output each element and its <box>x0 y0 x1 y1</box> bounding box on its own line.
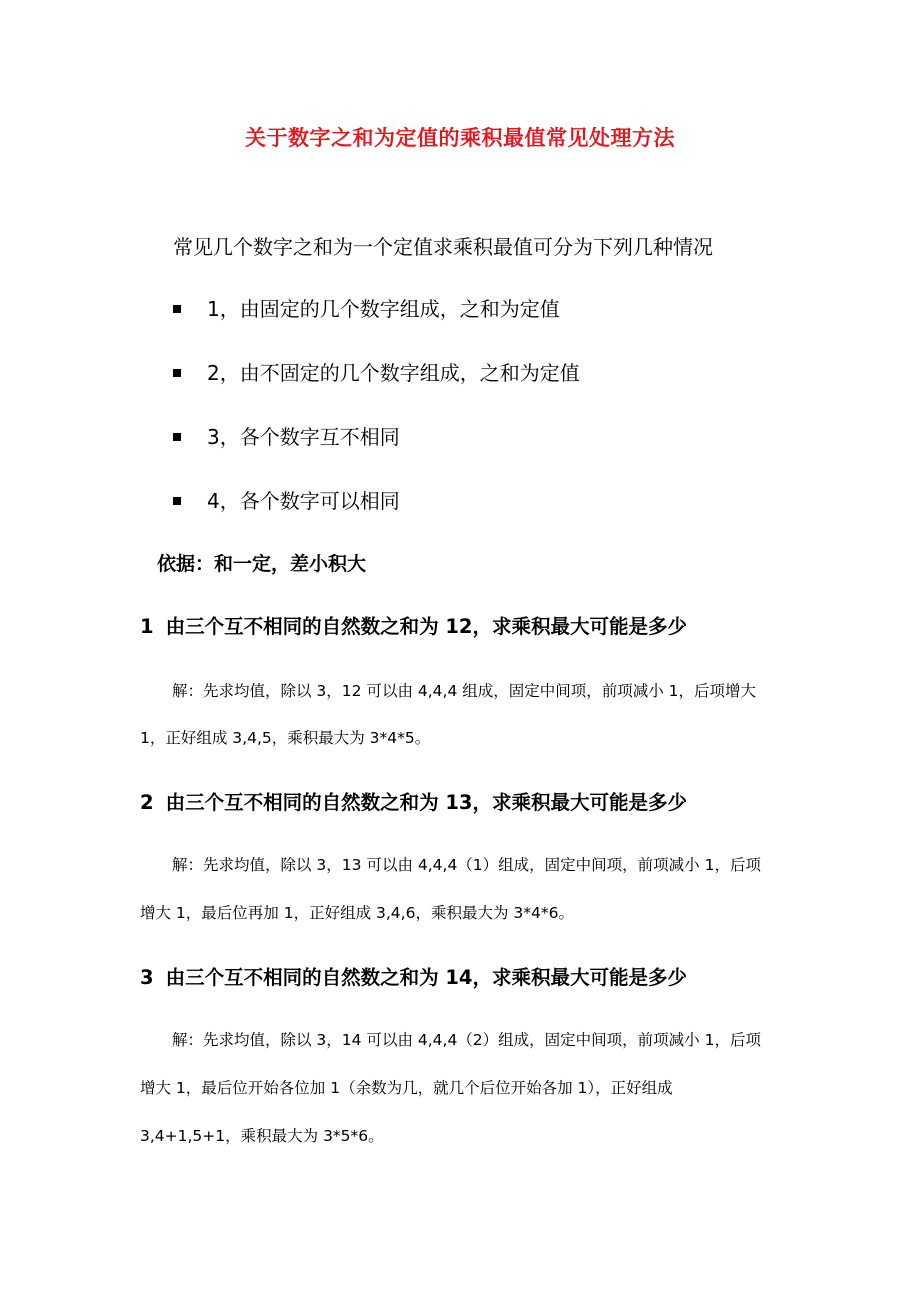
solution-line: 增大 1，最后位再加 1，正好组成 3,4,6，乘积最大为 3*4*6。 <box>140 904 574 922</box>
case-list-item <box>173 293 560 322</box>
intro-paragraph: 常见几个数字之和为一个定值求乘积最值可分为下列几种情况 <box>173 235 713 259</box>
problem-number: 1 <box>140 615 154 638</box>
square-bullet-icon <box>173 497 181 505</box>
case-text: 3，各个数字互不相同 <box>207 425 400 449</box>
problem-question: 由三个互不相同的自然数之和为 12，求乘积最大可能是多少 <box>165 615 688 638</box>
problem-heading <box>140 611 687 639</box>
solution-line: 3,4+1,5+1，乘积最大为 3*5*6。 <box>140 1127 384 1145</box>
square-bullet-icon <box>173 433 181 441</box>
problem-number: 3 <box>140 966 154 989</box>
solution-line: 增大 1，最后位开始各位加 1（余数为几，就几个后位开始各加 1），正好组成 <box>140 1079 673 1097</box>
square-bullet-icon <box>173 369 181 377</box>
square-bullet-icon <box>173 305 181 313</box>
solution-line: 解：先求均值，除以 3，12 可以由 4,4,4 组成，固定中间项，前项减小 1，后项增大 <box>172 682 757 700</box>
document-title: 关于数字之和为定值的乘积最值常见处理方法 <box>245 126 675 150</box>
case-list-item <box>173 421 400 450</box>
problem-heading <box>140 787 687 815</box>
solution-line: 解：先求均值，除以 3，13 可以由 4,4,4（1）组成，固定中间项，前项减小 1，后项 <box>172 856 761 874</box>
basis-principle: 依据：和一定，差小积大 <box>157 553 367 575</box>
problem-question: 由三个互不相同的自然数之和为 13，求乘积最大可能是多少 <box>165 791 688 814</box>
case-text: 2，由不固定的几个数字组成，之和为定值 <box>207 361 580 385</box>
problem-question: 由三个互不相同的自然数之和为 14，求乘积最大可能是多少 <box>165 966 688 989</box>
case-list-item <box>173 485 400 514</box>
case-list-item <box>173 357 580 386</box>
case-text: 1，由固定的几个数字组成，之和为定值 <box>207 297 560 321</box>
problem-heading <box>140 962 687 990</box>
solution-line: 解：先求均值，除以 3，14 可以由 4,4,4（2）组成，固定中间项，前项减小 1，后项 <box>172 1031 761 1049</box>
case-text: 4，各个数字可以相同 <box>207 489 400 513</box>
problem-number: 2 <box>140 791 154 814</box>
solution-line: 1，正好组成 3,4,5，乘积最大为 3*4*5。 <box>140 729 431 747</box>
